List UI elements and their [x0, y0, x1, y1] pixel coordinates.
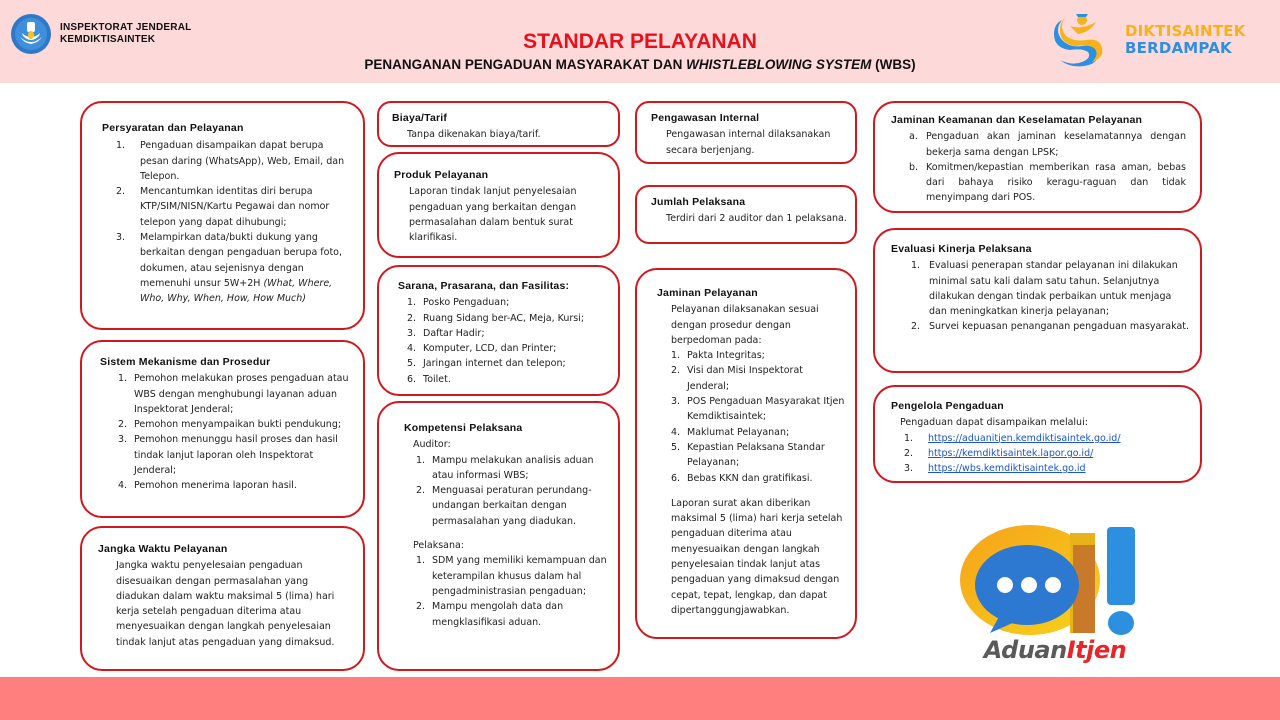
spacer — [404, 529, 610, 538]
list-item — [116, 138, 363, 184]
aduan-itjen-wordmark — [950, 636, 1160, 664]
item-number: 1. — [416, 454, 426, 466]
item-text: Survei kepuasan penanganan pengaduan masyarakat. — [929, 321, 1190, 333]
link-lapor[interactable]: https://kemdiktisaintek.lapor.go.id/ — [928, 447, 1094, 459]
list-item — [671, 425, 847, 440]
evaluation-list — [911, 258, 1192, 334]
card-jaminan-pelayanan — [635, 268, 857, 639]
list-item — [909, 160, 1186, 206]
card-sarana-prasarana — [377, 265, 620, 396]
card-title: Sistem Mekanisme dan Prosedur — [100, 356, 271, 368]
list-item — [909, 129, 1186, 160]
card-closing: Laporan surat akan diberikan maksimal 5 (lima) hari kerja setelah pengaduan diterima atau menyesuaikan dengan langkah penyelesaian tindak lanjut atas pengaduan yang dimaksud dengan cepat, tepat, lengkap, dan dapat dipertanggungjawabkan. — [671, 497, 843, 616]
item-letter: b. — [909, 161, 919, 173]
card-title: Jangka Waktu Pelayanan — [98, 543, 228, 555]
card-body: Jangka waktu penyelesaian pengaduan disesuaikan dengan permasalahan yang diadukan dalam waktu maksimal 5 (lima) hari kerja setelah pengaduan diterima atau menyesuaikan dengan langkah penyelesaian tindak lanjut atas pengaduan yang dimaksud. — [116, 560, 335, 648]
item-number: 3. — [671, 396, 681, 408]
item-number: 4. — [118, 480, 128, 492]
card-jangka-waktu-pelayanan — [80, 526, 365, 671]
item-text: Mencantumkan identitas diri berupa KTP/SIM/NISN/Kartu Pegawai dan nomor telepon yang dapat dihubungi; — [140, 186, 330, 228]
item-text: Evaluasi penerapan standar pelayanan ini dilakukan minimal satu kali dalam satu tahun. Selanjutnya dilakukan dengan tindak perbaikan untuk menjaga dan meningkatkan kinerja pelayanan; — [929, 260, 1178, 318]
item-text: Kepastian Pelaksana Standar Pelayanan; — [687, 441, 825, 469]
card-body: Terdiri dari 2 auditor dan 1 pelaksana. — [666, 213, 847, 225]
item-text: POS Pengaduan Masyarakat Itjen Kemdiktisaintek; — [687, 396, 845, 423]
card-title: Evaluasi Kinerja Pelaksana — [891, 243, 1032, 255]
item-text: Pemohon menerima laporan hasil. — [134, 480, 297, 492]
card-pengawasan-internal — [635, 101, 857, 164]
card-title: Sarana, Prasarana, dan Fasilitas: — [398, 280, 570, 292]
item-text: Visi dan Misi Inspektorat Jenderal; — [687, 365, 804, 392]
item-number: 1. — [911, 260, 921, 272]
list-item — [416, 483, 610, 529]
item-number: 5. — [407, 358, 417, 370]
card-title: Jumlah Pelaksana — [651, 196, 746, 208]
item-text: Pemohon melakukan proses pengaduan atau WBS dengan menghubungi layanan aduan Inspektorat Jenderal; — [134, 373, 349, 415]
item-text: Menguasai peraturan perundang-undangan berkaitan dengan permasalahan yang diadukan. — [432, 485, 592, 527]
item-text-italic: (What, Where, Who, Why, When, How, How Much) — [140, 277, 333, 305]
item-text: Komitmen/kepastian memberikan rasa aman, bebas dari bahaya risiko keragu-raguan dan tidak menyimpang dari POS. — [926, 161, 1186, 204]
requirements-list — [116, 138, 363, 306]
list-item — [416, 553, 610, 599]
item-number: 1. — [116, 140, 126, 152]
item-text: Daftar Hadir; — [423, 327, 485, 339]
item-number: 2. — [116, 186, 126, 198]
item-number: 6. — [407, 373, 417, 385]
list-item — [416, 599, 610, 630]
card-jumlah-pelaksana — [635, 185, 857, 244]
card-intro: Pengaduan dapat disampaikan melalui: — [900, 417, 1088, 429]
brand-text — [1125, 23, 1246, 57]
item-text: Pengaduan disampaikan dapat berupa pesan daring (WhatsApp), Web, Email, dan Telepon. — [140, 140, 345, 182]
procedure-list — [118, 371, 363, 493]
list-item — [671, 440, 847, 471]
item-number: 3. — [116, 232, 126, 244]
list-item — [118, 371, 363, 417]
link-wbs[interactable]: https://wbs.kemdiktisaintek.go.id — [928, 463, 1086, 475]
item-text: Melampirkan data/bukti dukung yang berkaitan dengan pengaduan berupa foto, dokumen, atau sejenisnya dengan memenuhi unsur 5W+2H — [140, 232, 343, 289]
spacer — [657, 486, 847, 496]
item-number: 4. — [407, 343, 417, 355]
item-text: Bebas KKN dan gratifikasi. — [687, 472, 813, 484]
list-item — [904, 431, 1200, 446]
list-item — [407, 295, 618, 310]
item-number: 3. — [118, 434, 128, 446]
item-number: 1. — [671, 350, 681, 362]
list-item — [671, 471, 847, 486]
brand-line2: BERDAMPAK — [1125, 39, 1232, 57]
org-name-line1: INSPEKTORAT JENDERAL — [60, 22, 192, 33]
list-item — [407, 372, 618, 387]
footer-bar — [0, 677, 1280, 720]
card-jaminan-keamanan — [873, 101, 1202, 213]
subtitle-prefix: PENANGANAN PENGADUAN MASYARAKAT DAN — [364, 57, 687, 72]
item-number: 1. — [416, 555, 426, 567]
auditor-list — [416, 453, 610, 529]
facilities-list — [407, 295, 618, 387]
subtitle-italic: WHISTLEBLOWING SYSTEM — [686, 57, 872, 72]
item-number: 6. — [671, 472, 681, 484]
item-number: 2. — [911, 321, 921, 333]
list-item — [416, 453, 610, 484]
card-title: Pengelola Pengaduan — [891, 400, 1004, 412]
channel-links-list — [904, 431, 1200, 477]
item-text: Toilet. — [423, 373, 451, 385]
list-item — [407, 341, 618, 356]
card-title: Jaminan Pelayanan — [657, 287, 758, 299]
item-number: 2. — [904, 447, 914, 459]
item-number: 2. — [416, 485, 426, 497]
item-text: Pemohon menyampaikan bukti pendukung; — [134, 419, 342, 431]
security-list — [909, 129, 1186, 205]
auditor-label: Auditor: — [413, 439, 451, 451]
list-item — [911, 319, 1192, 334]
card-title: Persyaratan dan Pelayanan — [102, 122, 244, 134]
item-number: 2. — [416, 601, 426, 613]
card-body: Laporan tindak lanjut penyelesaian pengaduan yang berkaitan dengan permasalahan dalam bentuk surat klarifikasi. — [409, 186, 577, 244]
list-item — [407, 356, 618, 371]
wordmark-aduan: Aduan — [983, 636, 1067, 664]
subtitle-suffix: (WBS) — [871, 57, 916, 72]
card-body: Tanpa dikenakan biaya/tarif. — [407, 129, 541, 141]
item-text: Posko Pengaduan; — [423, 297, 510, 309]
list-item — [671, 348, 847, 363]
card-title: Jaminan Keamanan dan Keselamatan Pelayanan — [891, 114, 1143, 126]
list-item — [911, 258, 1192, 319]
item-number: 3. — [904, 463, 914, 475]
brand-line1: DIKTISAINTEK — [1125, 22, 1246, 40]
item-text: Pemohon menunggu hasil proses dan hasil tindak lanjut laporan oleh Inspektorat Jenderal; — [134, 434, 338, 477]
item-number: 1. — [118, 373, 128, 385]
list-item — [116, 184, 363, 230]
list-item — [407, 311, 618, 326]
item-number: 1. — [407, 297, 417, 309]
card-kompetensi-pelaksana — [377, 401, 620, 671]
card-pengelola-pengaduan — [873, 385, 1202, 483]
list-item — [407, 326, 618, 341]
list-item — [118, 432, 363, 478]
list-item — [116, 230, 363, 306]
card-evaluasi-kinerja — [873, 228, 1202, 373]
item-number: 5. — [671, 441, 681, 453]
card-produk-pelayanan — [377, 152, 620, 258]
wordmark-itjen: Itjen — [1066, 636, 1127, 664]
item-number: 1. — [904, 432, 914, 444]
card-title: Biaya/Tarif — [392, 112, 448, 124]
link-aduanitjen[interactable]: https://aduanitjen.kemdiktisaintek.go.id/ — [928, 432, 1121, 444]
item-text: Pengaduan akan jaminan keselamatannya dengan bekerja sama dengan LPSK; — [926, 131, 1186, 158]
pelaksana-label: Pelaksana: — [413, 540, 465, 552]
item-text: Mampu mengolah data dan mengklasifikasi aduan. — [432, 601, 564, 628]
item-number: 2. — [118, 419, 128, 431]
item-text: Maklumat Pelayanan; — [687, 426, 790, 438]
item-letter: a. — [909, 131, 918, 143]
list-item — [671, 394, 847, 425]
item-text: Jaringan internet dan telepon; — [423, 358, 566, 370]
item-text: SDM yang memiliki kemampuan dan keterampilan khusus dalam hal pengadministrasian pengaduan; — [432, 555, 607, 597]
item-number: 3. — [407, 327, 417, 339]
page-title-text: STANDAR PELAYANAN — [523, 30, 757, 53]
list-item — [904, 461, 1200, 476]
list-item — [118, 478, 363, 493]
card-sistem-mekanisme-prosedur — [80, 340, 365, 518]
org-name-line2: KEMDIKTISAINTEK — [60, 34, 156, 45]
item-number: 2. — [407, 312, 417, 324]
item-text: Komputer, LCD, dan Printer; — [423, 343, 557, 355]
item-text: Ruang Sidang ber-AC, Meja, Kursi; — [423, 312, 585, 324]
item-number: 4. — [671, 426, 681, 438]
pelaksana-list — [416, 553, 610, 629]
card-biaya-tarif — [377, 101, 620, 147]
card-title: Produk Pelayanan — [394, 169, 489, 181]
item-text: Mampu melakukan analisis aduan atau informasi WBS; — [432, 454, 594, 481]
list-item — [904, 446, 1200, 461]
card-title: Kompetensi Pelaksana — [404, 422, 523, 434]
card-title: Pengawasan Internal — [651, 112, 760, 124]
list-item — [118, 417, 363, 432]
card-persyaratan-pelayanan — [80, 101, 365, 330]
list-item — [671, 363, 847, 394]
guarantee-list — [671, 348, 847, 486]
card-intro: Pelayanan dilaksanakan sesuai dengan prosedur dengan berpedoman pada: — [671, 304, 819, 346]
card-body: Pengawasan internal dilaksanakan secara berjenjang. — [666, 129, 831, 156]
diktisaintek-berdampak-logo-icon — [1048, 8, 1110, 70]
item-number: 2. — [671, 365, 681, 377]
item-text: Pakta Integritas; — [687, 350, 765, 362]
